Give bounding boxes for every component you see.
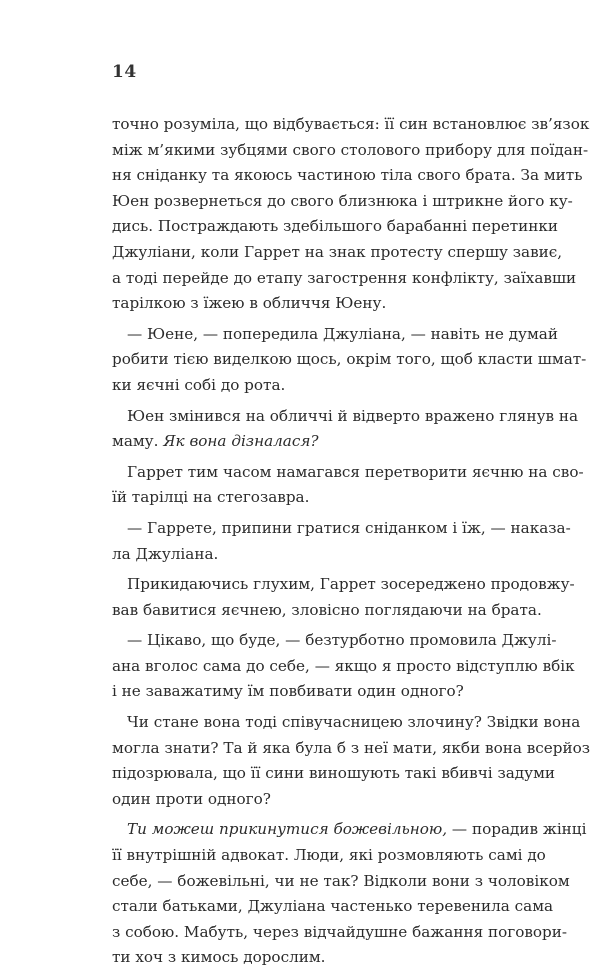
paragraph xyxy=(112,572,575,623)
text-run: себе, — божевільні, чи не так? Відколи вони з чоловіком xyxy=(112,871,570,890)
text-line xyxy=(112,945,504,971)
text-line xyxy=(112,291,504,317)
paragraph xyxy=(112,404,579,455)
text-run: — Юене, — попередила Джуліана, — навіть не думай xyxy=(127,324,558,343)
text-run: — Цікаво, що буде, — безтурботно промовила Джулі- xyxy=(127,631,557,650)
text-line xyxy=(112,163,583,189)
text-line xyxy=(112,654,575,680)
paragraph xyxy=(112,628,575,705)
text-run: а тоді перейде до етапу загострення конфлікту, заїхавши xyxy=(112,268,577,287)
text-line xyxy=(112,266,577,292)
text-run: стали батьками, Джуліана частенько теревенила сама xyxy=(112,897,554,916)
text-run: ана вголос сама до себе, — якщо я просто відступлю вбік xyxy=(112,656,575,675)
text-run: ня сніданку та якоюсь частиною тіла свого брата. За мить xyxy=(112,166,583,185)
text-run: ти хоч з кимось дорослим. xyxy=(112,948,326,967)
text-run: її внутрішній адвокат. Люди, які розмовляють самі до xyxy=(112,846,546,865)
text-run: Джуліани, коли Гаррет на знак протесту спершу завиє, xyxy=(112,242,563,261)
text-line xyxy=(112,240,563,266)
text-run: могла знати? Та й яка була б з неї мати, якби вона всерйоз xyxy=(112,738,591,757)
text-run: — Гаррете, припини гратися сніданком і їж, — наказа- xyxy=(127,518,571,537)
text-line xyxy=(112,869,570,895)
text-run: Прикидаючись глухим, Гаррет зосереджено продовжу- xyxy=(127,575,575,594)
text-line xyxy=(112,347,587,373)
text-line xyxy=(112,138,589,164)
text-run: — порадив жінці xyxy=(447,820,587,839)
text-run: Юен змінився на обличчі й відверто вражено глянув на xyxy=(127,406,579,425)
text-run: підозрювала, що її сини виношують такі вбивчі задуми xyxy=(112,764,556,783)
text-line xyxy=(112,710,581,736)
text-run: їй тарілці на стегозавра. xyxy=(112,488,310,507)
text-line xyxy=(112,112,590,138)
text-line xyxy=(112,516,571,542)
text-line xyxy=(112,404,579,430)
body-text xyxy=(112,112,591,971)
paragraph xyxy=(112,460,584,511)
text-run: тарілкою з їжею в обличчя Юену. xyxy=(112,294,387,313)
text-run: вав бавитися яєчнею, зловісно поглядаючи на брата. xyxy=(112,600,542,619)
text-run: один проти одного? xyxy=(112,789,271,808)
text-line xyxy=(112,598,542,624)
italic-text: Як вона дізналася? xyxy=(163,432,319,451)
text-line xyxy=(112,679,504,705)
paragraph xyxy=(112,112,590,317)
text-line xyxy=(112,214,558,240)
text-run: маму. xyxy=(112,432,164,451)
text-run: точно розуміла, що відбувається: її син встановлює зв’язок xyxy=(112,115,590,133)
text-line xyxy=(112,189,573,215)
page-number: 14 xyxy=(112,62,137,82)
text-line xyxy=(112,628,557,654)
text-run: дись. Постраждають здебільшого барабанні перетинки xyxy=(112,217,558,236)
text-run: Юен розвернеться до свого близнюка і штрикне його ку- xyxy=(112,191,573,210)
text-run: Чи стане вона тоді співучасницею злочину? Звідки вона xyxy=(127,713,581,732)
text-run: ки яєчні собі до рота. xyxy=(112,375,286,394)
paragraph xyxy=(112,322,587,399)
text-run: робити тією виделкою щось, окрім того, щоб класти шмат- xyxy=(112,350,587,369)
text-line xyxy=(112,920,568,946)
text-run: і не заважатиму їм повбивати один одного? xyxy=(112,682,464,701)
text-line xyxy=(112,736,591,762)
text-run: з собою. Мабуть, через відчайдушне бажання поговори- xyxy=(112,922,568,941)
text-line xyxy=(112,322,558,348)
text-line xyxy=(112,572,575,598)
text-line xyxy=(112,761,556,787)
text-line xyxy=(112,460,584,486)
text-run: ла Джуліана. xyxy=(112,544,219,563)
text-line xyxy=(112,787,504,813)
text-line xyxy=(112,843,546,869)
paragraph xyxy=(112,817,587,971)
paragraph xyxy=(112,516,571,567)
text-line xyxy=(112,429,504,455)
text-line xyxy=(112,894,554,920)
paragraph xyxy=(112,710,591,812)
text-run: між м’якими зубцями свого столового прибору для поїдан- xyxy=(112,140,589,159)
text-run: Гаррет тим часом намагався перетворити яєчню на сво- xyxy=(127,462,584,481)
text-line xyxy=(112,542,504,568)
text-line xyxy=(112,817,587,843)
text-line xyxy=(112,485,504,511)
italic-text: Ти можеш прикинутися божевільною, xyxy=(127,820,448,839)
text-line xyxy=(112,373,504,399)
